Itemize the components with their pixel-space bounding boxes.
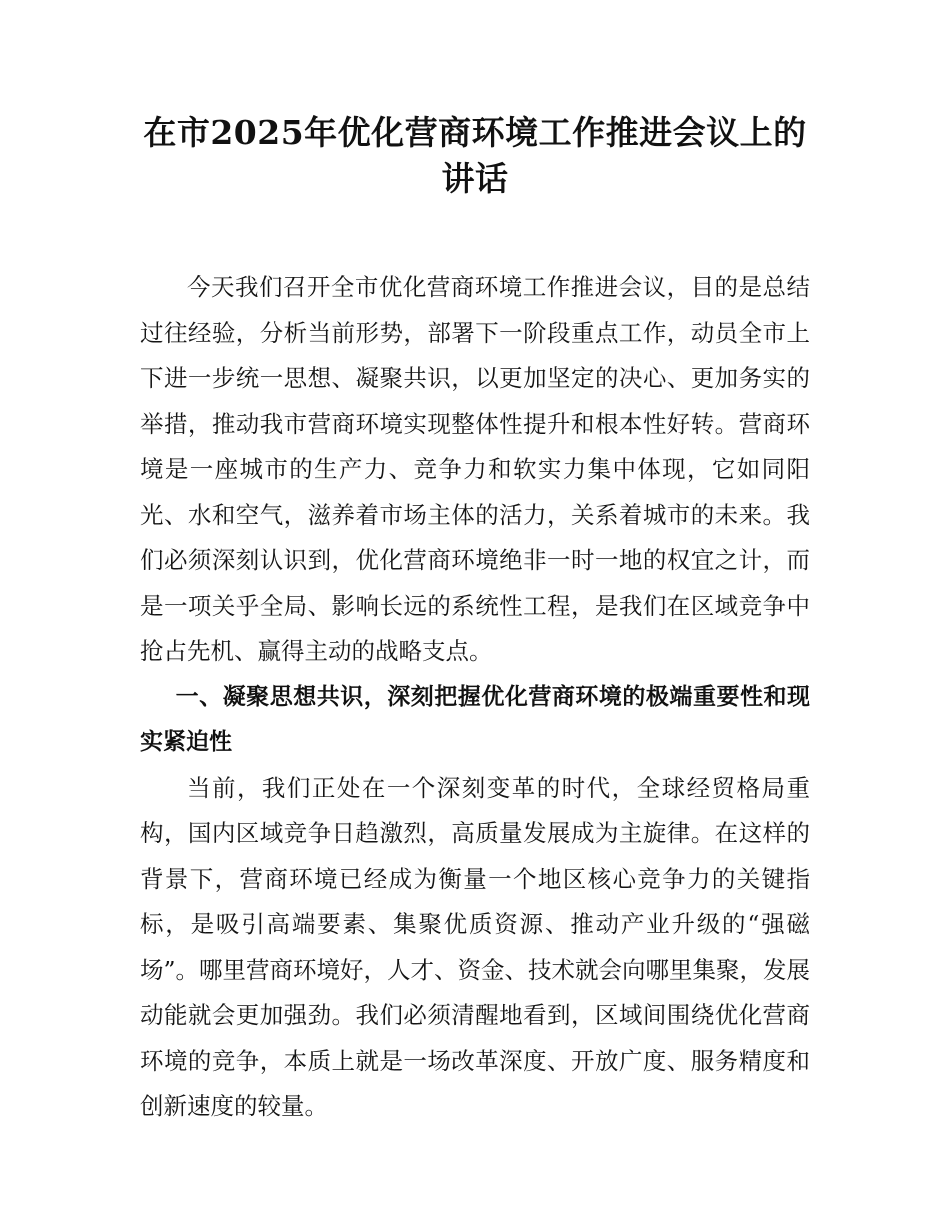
section-1-paragraph: 当前，我们正处在一个深刻变革的时代，全球经贸格局重构，国内区域竞争日趋激烈，高质量发展成为主旋律。在这样的背景下，营商环境已经成为衡量一个地区核心竞争力的关键指标，是吸引高端要素、集聚优质资源、推动产业升级的“强磁场”。哪里营商环境好，人才、资金、技术就会向哪里集聚，发展动能就会更加强劲。我们必须清醒地看到，区域间围绕优化营商环境的竞争，本质上就是一场改革深度、开放广度、服务精度和创新速度的较量。: [140, 773, 811, 1120]
section-heading-1: 一、凝聚思想共识，深刻把握优化营商环境的极端重要性和现实紧迫性: [140, 683, 810, 755]
document-title: 在市2025年优化营商环境工作推进会议上的讲话: [143, 113, 807, 198]
intro-paragraph: 今天我们召开全市优化营商环境工作推进会议，目的是总结过往经验，分析当前形势，部署下一阶段重点工作，动员全市上下进一步统一思想、凝聚共识，以更加坚定的决心、更加务实的举措，推动我市营商环境实现整体性提升和根本性好转。营商环境是一座城市的生产力、竞争力和软实力集中体现，它如同阳光、水和空气，滋养着市场主体的活力，关系着城市的未来。我们必须深刻认识到，优化营商环境绝非一时一地的权宜之计，而是一项关乎全局、影响长远的系统性工程，是我们在区域竞争中抢占先机、赢得主动的战略支点。: [140, 273, 810, 665]
document-body: [140, 265, 810, 1130]
